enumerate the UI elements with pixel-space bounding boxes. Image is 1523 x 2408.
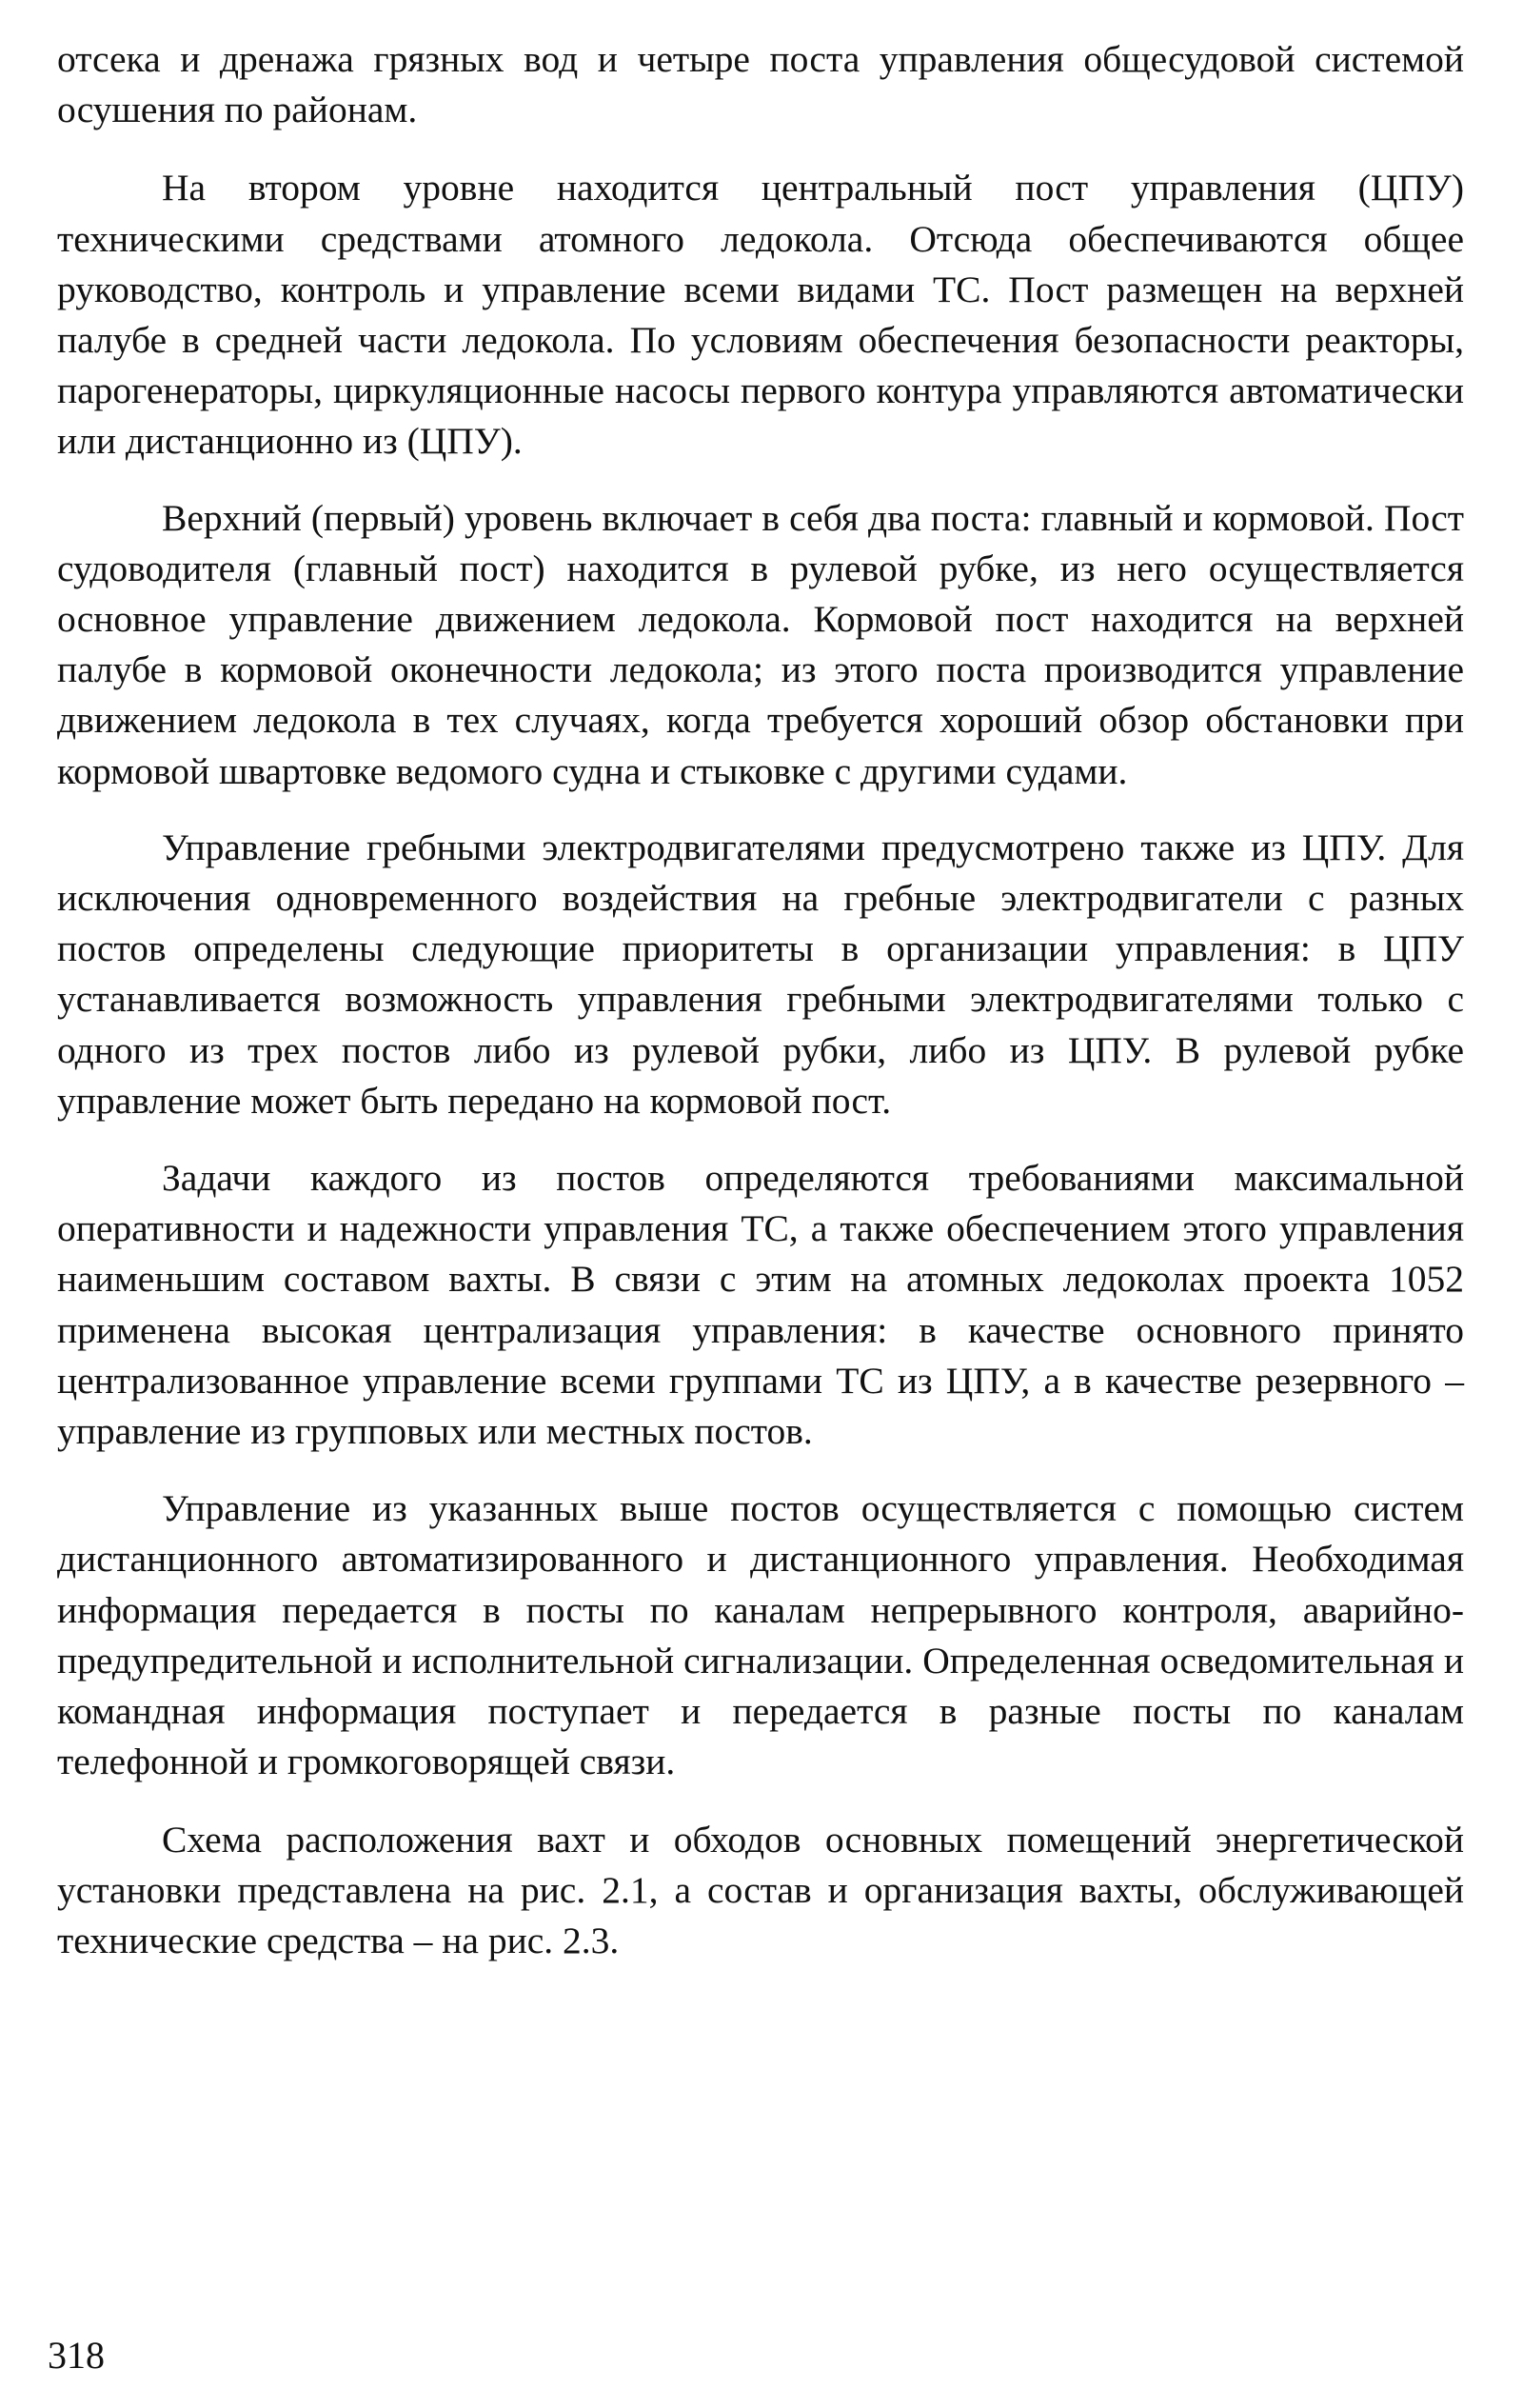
paragraph-continuation: отсека и дренажа грязных вод и четыре поста управления общесудовой системой осушения по районам.	[57, 38, 1464, 131]
paragraph-post-tasks: Задачи каждого из постов определяются требованиями максимальной оперативности и надежности управления ТС, а также обеспечением этого управления наименьшим составом вахты. В связи с этим на атомных ледоколах проекта 1052 применена высокая централизация управления: в качестве основного принято централизованное управление всеми группами ТС из ЦПУ, а в качестве резервного – управление из групповых или местных постов.	[57, 1157, 1464, 1453]
paragraph-central-control-post: На втором уровне находится центральный пост управления (ЦПУ) техническими средствами атомного ледокола. Отсюда обеспечиваются общее руководство, контроль и управление всеми видами ТС. Пост размещен на верхней палубе в средней части ледокола. По условиям обеспечения безопасности реакторы, парогенераторы, циркуляционные насосы первого контура управляются автоматически или дистанционно из (ЦПУ).	[57, 167, 1464, 463]
paragraph-propulsion-motor-control: Управление гребными электродвигателями предусмотрено также из ЦПУ. Для исключения одновременного воздействия на гребные электродвигатели с разных постов определены следующие приоритеты в организации управления: в ЦПУ устанавливается возможность управления гребными электродвигателями только с одного из трех постов либо из рулевой рубки, либо из ЦПУ. В рулевой рубке управление может быть передано на кормовой пост.	[57, 826, 1464, 1122]
paragraph-remote-control-systems: Управление из указанных выше постов осуществляется с помощью систем дистанционного автоматизированного и дистанционного управления. Необходимая информация передается в посты по каналам непрерывного контроля, аварийно-предупредительной и исполнительной сигнализации. Определенная осведомительная и командная информация поступает и передается в разные посты по каналам телефонной и громкоговорящей связи.	[57, 1487, 1464, 1783]
paragraph-watch-scheme: Схема расположения вахт и обходов основных помещений энергетической установки представлена на рис. 2.1, а состав и организация вахты, обслуживающей технические средства – на рис. 2.3.	[57, 1818, 1464, 1961]
paragraph-upper-level-posts: Верхний (первый) уровень включает в себя два поста: главный и кормовой. Пост судоводителя (главный пост) находится в рулевой рубке, из него осуществляется основное управление движением ледокола. Кормовой пост находится на верхней палубе в кормовой оконечности ледокола; из этого поста производится управление движением ледокола в тех случаях, когда требуется хороший обзор обстановки при кормовой швартовке ведомого судна и стыковке с другими судами.	[57, 496, 1464, 792]
page-body	[57, 34, 1464, 1966]
page-number: 318	[48, 2334, 105, 2377]
